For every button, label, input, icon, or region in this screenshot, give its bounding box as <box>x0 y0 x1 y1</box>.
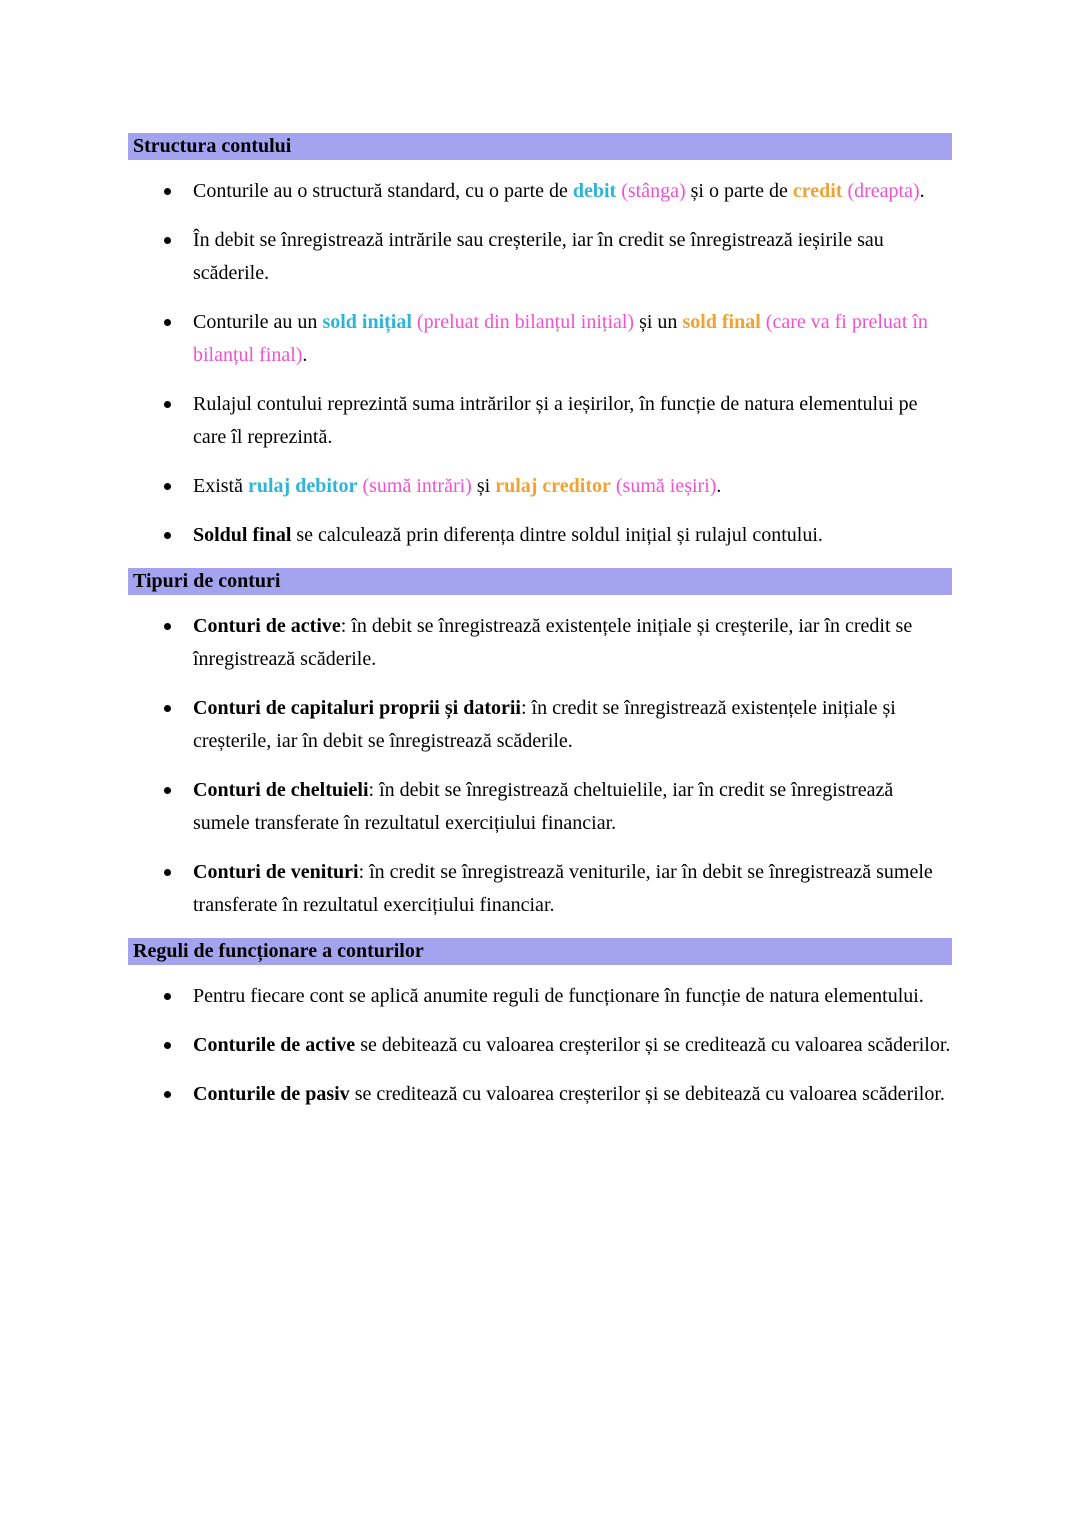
list-item <box>128 224 952 290</box>
section <box>128 133 952 552</box>
text-segment: Conturi de venituri <box>193 861 359 883</box>
text-segment: (stânga) <box>621 180 686 202</box>
list-item <box>128 1029 952 1062</box>
text-segment: Conturi de cheltuieli <box>193 779 369 801</box>
text-segment: (dreapta) <box>847 180 920 202</box>
text-segment: și o parte de <box>685 180 793 202</box>
section <box>128 938 952 1111</box>
list-item <box>128 470 952 503</box>
text-segment: Există <box>193 475 248 497</box>
bullet-list <box>128 610 952 922</box>
text-segment: (care va fi preluat în bilanțul final) <box>193 311 928 366</box>
text-segment: rulaj debitor <box>248 475 358 497</box>
text-segment: . <box>716 475 722 497</box>
text-segment: credit <box>792 180 843 202</box>
text-segment: sold final <box>682 311 761 333</box>
section-heading: Structura contului <box>128 133 952 160</box>
section <box>128 568 952 922</box>
section-heading: Tipuri de conturi <box>128 568 952 595</box>
text-segment: . <box>302 344 308 366</box>
text-segment: Conturile de pasiv <box>193 1083 350 1105</box>
text-segment: Soldul final <box>193 524 292 546</box>
text-segment: debit <box>572 180 617 202</box>
text-segment: se creditează cu valoarea creșterilor și se debitează cu valoarea scăderilor. <box>349 1083 945 1105</box>
text-segment: sold inițial <box>322 311 412 333</box>
text-segment: Conturile au o structură standard, cu o parte de <box>193 180 573 202</box>
text-segment: (sumă ieșiri) <box>615 475 717 497</box>
list-item <box>128 610 952 676</box>
text-segment: se debitează cu valoarea creșterilor și se creditează cu valoarea scăderilor. <box>355 1034 951 1056</box>
text-segment: (sumă intrări) <box>362 475 472 497</box>
list-item <box>128 980 952 1013</box>
text-segment: : în credit se înregistrează veniturile, iar în debit se înregistrează sumele transferate în rezultatul exercițiului financiar. <box>193 861 933 916</box>
text-segment: Rulajul contului reprezintă suma intrărilor și a ieșirilor, în funcție de natura elementului pe care îl reprezintă. <box>193 393 918 448</box>
text-segment: Conturi de active <box>193 615 341 637</box>
list-item <box>128 306 952 372</box>
list-item <box>128 519 952 552</box>
text-segment: Pentru fiecare cont se aplică anumite reguli de funcționare în funcție de natura elementului. <box>193 985 924 1007</box>
text-segment: se calculează prin diferența dintre soldul inițial și rulajul contului. <box>291 524 823 546</box>
text-segment: (preluat din bilanțul inițial) <box>416 311 635 333</box>
text-segment: Conturile au un <box>193 311 323 333</box>
text-segment: : în debit se înregistrează cheltuielile, iar în credit se înregistrează sumele transferate în rezultatul exercițiului financiar. <box>193 779 894 834</box>
text-segment: și <box>471 475 496 497</box>
text-segment: . <box>919 180 925 202</box>
bullet-list <box>128 175 952 552</box>
list-item <box>128 1078 952 1111</box>
list-item <box>128 388 952 454</box>
section-heading: Reguli de funcționare a conturilor <box>128 938 952 965</box>
bullet-list <box>128 980 952 1111</box>
text-segment: Conturi de capitaluri proprii și datorii <box>193 697 521 719</box>
text-segment: și un <box>634 311 683 333</box>
text-segment: rulaj creditor <box>495 475 611 497</box>
text-segment: În debit se înregistrează intrările sau creșterile, iar în credit se înregistrează ieșirile sau scăderile. <box>193 229 884 284</box>
list-item <box>128 774 952 840</box>
list-item <box>128 175 952 208</box>
list-item <box>128 692 952 758</box>
list-item <box>128 856 952 922</box>
text-segment: : în debit se înregistrează existențele inițiale și creșterile, iar în credit se înregistrează scăderile. <box>193 615 913 670</box>
text-segment: Conturile de active <box>193 1034 356 1056</box>
text-segment: : în credit se înregistrează existențele inițiale și creșterile, iar în debit se înregistrează scăderile. <box>193 697 896 752</box>
